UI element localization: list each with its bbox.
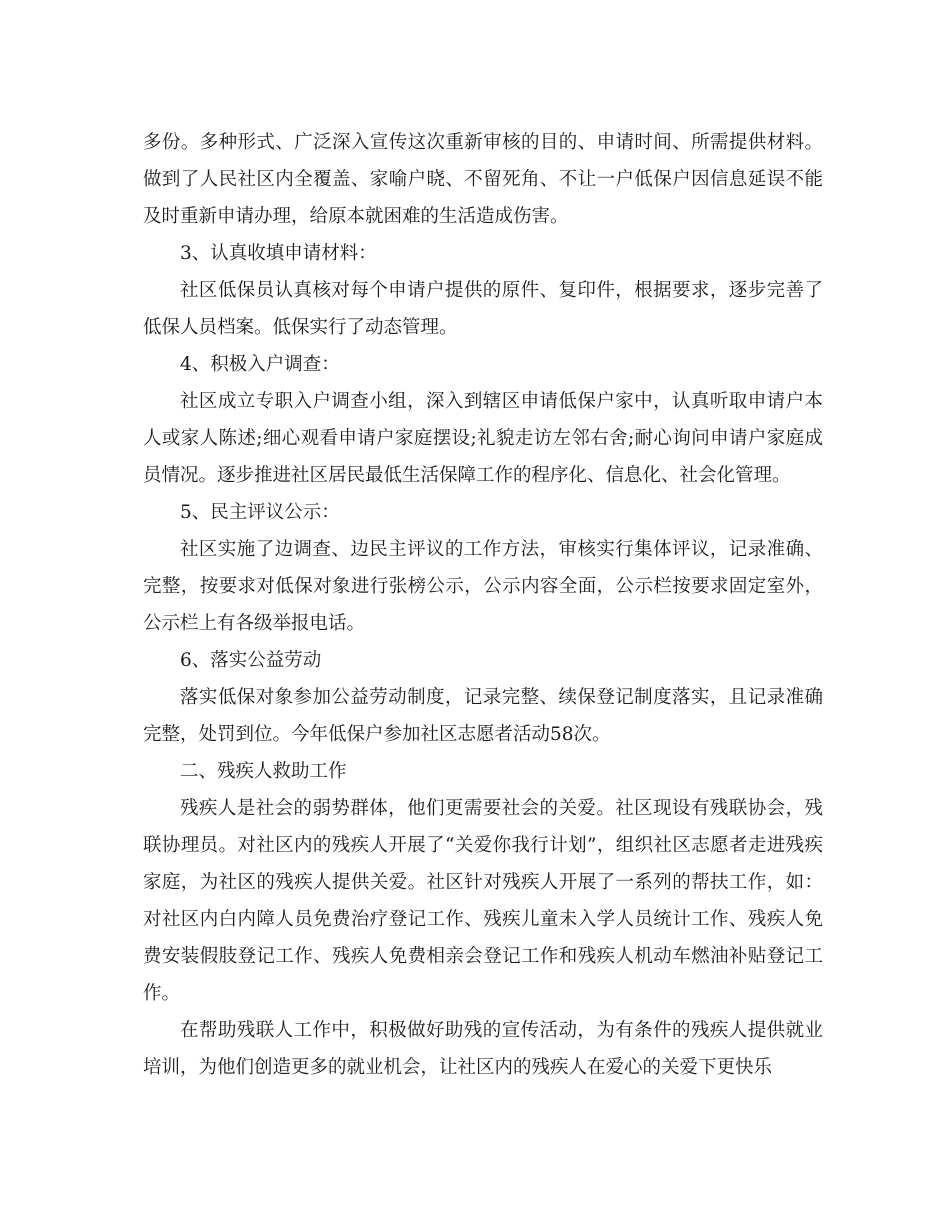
heading-4: 4、积极入户调查： bbox=[180, 354, 340, 375]
paragraph-5: 社区实施了边调查、边民主评议的工作方法，审核实行集体评议，记录准确、完整，按要求对低保对象进行张榜公示，公示内容全面，公示栏按要求固定室外，公示栏上有各级举报电话。 bbox=[143, 539, 823, 634]
heading-6: 6、落实公益劳动 bbox=[180, 650, 322, 671]
document-body bbox=[143, 124, 823, 1086]
paragraph-4: 社区成立专职入户调查小组，深入到辖区申请低保户家中，认真听取申请户本人或家人陈述;细心观看申请户家庭摆设;礼貌走访左邻右舍;耐心询问申请户家庭成员情况。逐步推进社区居民最低生活保障工作的程序化、信息化、社会化管理。 bbox=[143, 391, 823, 486]
paragraph-6: 落实低保对象参加公益劳动制度，记录完整、续保登记制度落实，且记录准确完整，处罚到位。今年低保户参加社区志愿者活动58次。 bbox=[143, 687, 823, 745]
heading-3: 3、认真收填申请材料： bbox=[180, 243, 377, 264]
paragraph-1: 多份。多种形式、广泛深入宣传这次重新审核的目的、申请时间、所需提供材料。做到了人民社区内全覆盖、家喻户晓、不留死角、不让一户低保户因信息延误不能及时重新申请办理，给原本就困难的生活造成伤害。 bbox=[143, 132, 823, 227]
paragraph-disability-1: 残疾人是社会的弱势群体，他们更需要社会的关爱。社区现设有残联协会，残联协理员。对社区内的残疾人开展了“关爱你我行计划”，组织社区志愿者走进残疾家庭，为社区的残疾人提供关爱。社区针对残疾人开展了一系列的帮扶工作，如：对社区内白内障人员免费治疗登记工作、残疾儿童未入学人员统计工作、残疾人免费安装假肢登记工作、残疾人免费相亲会登记工作和残疾人机动车燃油补贴登记工作。 bbox=[143, 798, 823, 1004]
heading-5: 5、民主评议公示： bbox=[180, 502, 340, 523]
paragraph-disability-2: 在帮助残联人工作中，积极做好助残的宣传活动，为有条件的残疾人提供就业培训，为他们创造更多的就业机会，让社区内的残疾人在爱心的关爱下更快乐 bbox=[143, 1020, 823, 1078]
paragraph-3: 社区低保员认真核对每个申请户提供的原件、复印件，根据要求，逐步完善了低保人员档案。低保实行了动态管理。 bbox=[143, 280, 823, 338]
section-heading-2: 二、残疾人救助工作 bbox=[180, 761, 347, 782]
